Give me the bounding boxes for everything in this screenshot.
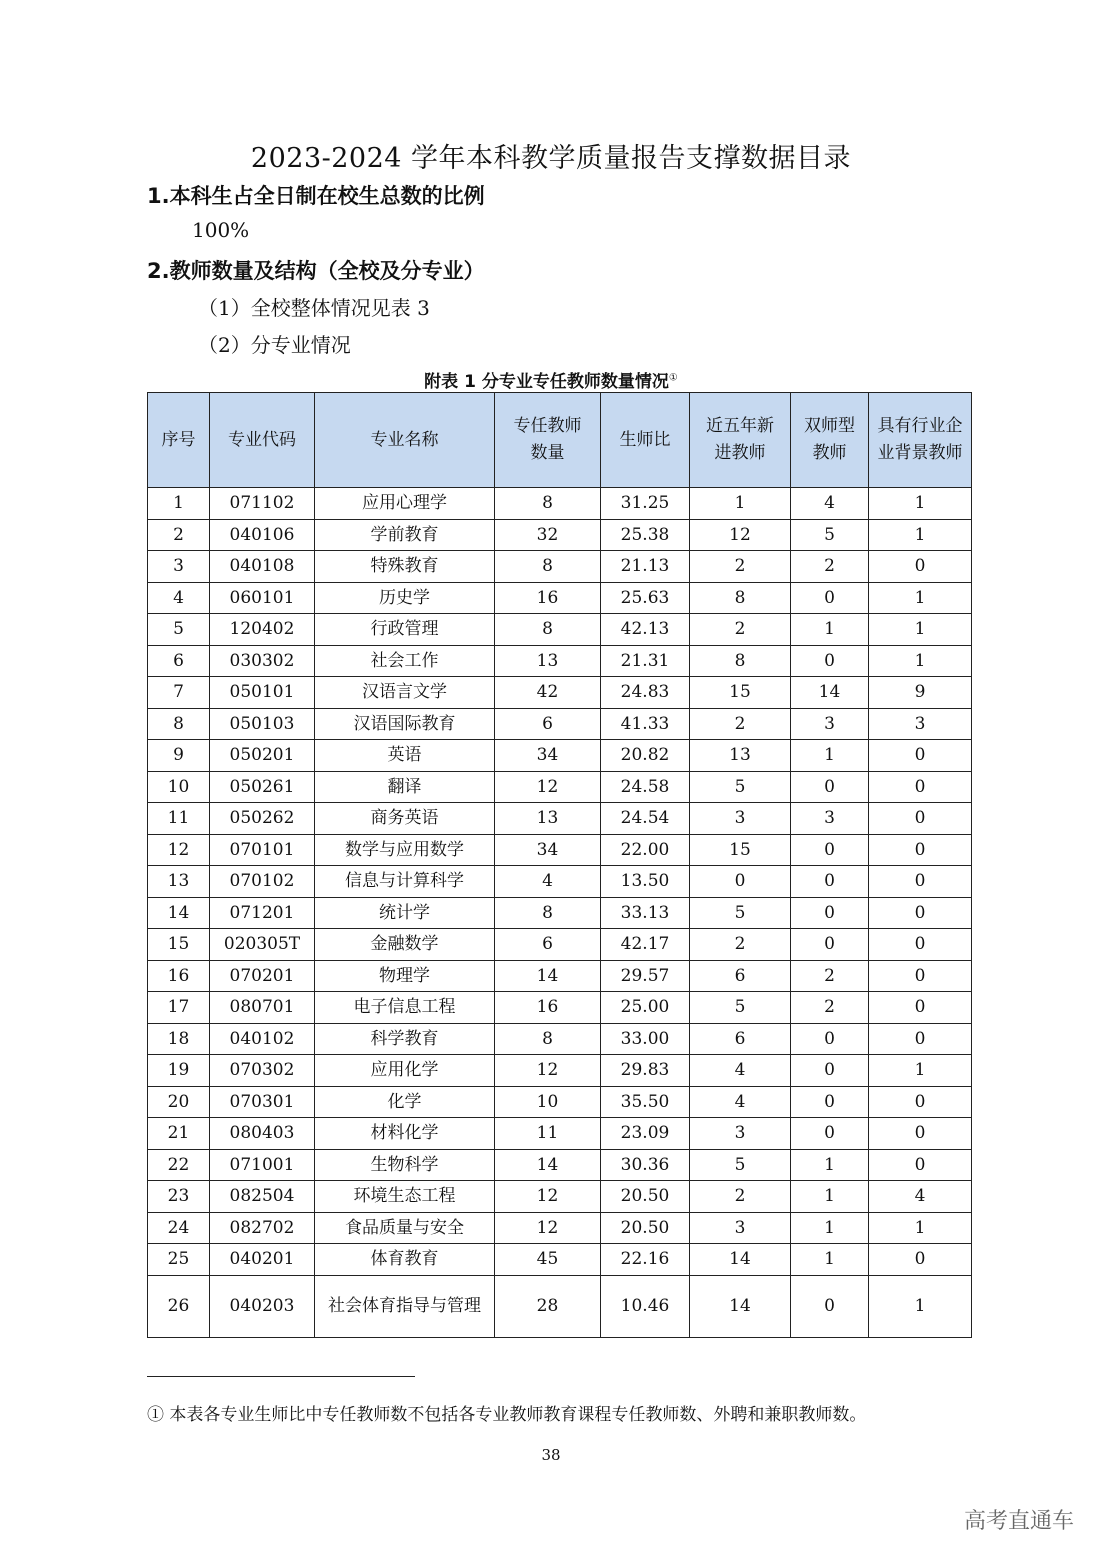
cell-teacher-count: 8 [495,488,601,520]
cell-code: 071102 [210,488,315,520]
table-row [148,866,972,898]
cell-code: 050103 [210,708,315,740]
cell-industry-teachers: 1 [869,1055,972,1087]
cell-teacher-count: 13 [495,645,601,677]
cell-name: 社会体育指导与管理 [315,1275,495,1337]
cell-new-teachers: 2 [690,929,791,961]
cell-dual-teachers: 4 [791,488,869,520]
table-row [148,677,972,709]
cell-code: 050261 [210,771,315,803]
cell-dual-teachers: 0 [791,645,869,677]
cell-name: 应用化学 [315,1055,495,1087]
cell-new-teachers: 5 [690,992,791,1024]
cell-seq: 4 [148,582,210,614]
cell-ratio: 20.82 [601,740,690,772]
cell-code: 082702 [210,1212,315,1244]
section-1-heading: 1.本科生占全日制在校生总数的比例 [147,184,485,208]
cell-teacher-count: 8 [495,614,601,646]
cell-new-teachers: 4 [690,1086,791,1118]
cell-industry-teachers: 1 [869,488,972,520]
cell-seq: 22 [148,1149,210,1181]
cell-teacher-count: 42 [495,677,601,709]
table-row [148,803,972,835]
cell-industry-teachers: 3 [869,708,972,740]
cell-industry-teachers: 0 [869,929,972,961]
cell-name: 生物科学 [315,1149,495,1181]
cell-seq: 6 [148,645,210,677]
cell-teacher-count: 8 [495,897,601,929]
table-row [148,1118,972,1150]
table-row [148,1149,972,1181]
cell-name: 学前教育 [315,519,495,551]
cell-code: 040102 [210,1023,315,1055]
cell-teacher-count: 8 [495,551,601,583]
table-row [148,519,972,551]
table-row [148,1023,972,1055]
cell-industry-teachers: 0 [869,834,972,866]
cell-dual-teachers: 1 [791,1212,869,1244]
cell-ratio: 41.33 [601,708,690,740]
table-row [148,929,972,961]
cell-industry-teachers: 1 [869,519,972,551]
cell-dual-teachers: 1 [791,1181,869,1213]
cell-industry-teachers: 0 [869,771,972,803]
cell-new-teachers: 2 [690,551,791,583]
cell-ratio: 21.31 [601,645,690,677]
cell-seq: 10 [148,771,210,803]
footnote-divider [147,1376,415,1377]
cell-seq: 21 [148,1118,210,1150]
cell-code: 070301 [210,1086,315,1118]
cell-dual-teachers: 2 [791,992,869,1024]
cell-teacher-count: 11 [495,1118,601,1150]
cell-teacher-count: 12 [495,1212,601,1244]
cell-new-teachers: 0 [690,866,791,898]
table-row [148,1275,972,1337]
table-caption-note-mark: ① [668,372,678,384]
cell-ratio: 25.63 [601,582,690,614]
section-2-item-1: （1）全校整体情况见表 3 [198,296,430,320]
table-caption-text: 附表 1 分专业专任教师数量情况 [424,372,669,392]
cell-ratio: 24.58 [601,771,690,803]
cell-name: 翻译 [315,771,495,803]
cell-ratio: 24.54 [601,803,690,835]
cell-new-teachers: 2 [690,614,791,646]
cell-dual-teachers: 0 [791,929,869,961]
page-number: 38 [541,1446,561,1464]
cell-name: 科学教育 [315,1023,495,1055]
cell-teacher-count: 10 [495,1086,601,1118]
table-body [148,488,972,1338]
cell-dual-teachers: 3 [791,803,869,835]
table-row [148,1055,972,1087]
cell-code: 060101 [210,582,315,614]
cell-teacher-count: 6 [495,929,601,961]
cell-industry-teachers: 1 [869,1275,972,1337]
cell-dual-teachers: 0 [791,866,869,898]
cell-name: 历史学 [315,582,495,614]
cell-dual-teachers: 1 [791,1244,869,1276]
document-title: 2023-2024 学年本科教学质量报告支撑数据目录 [250,143,852,174]
cell-name: 金融数学 [315,929,495,961]
cell-name: 电子信息工程 [315,992,495,1024]
cell-teacher-count: 8 [495,1023,601,1055]
cell-dual-teachers: 1 [791,740,869,772]
table-row [148,1212,972,1244]
cell-ratio: 24.83 [601,677,690,709]
header-teacher-count: 专任教师数量 [495,393,601,488]
cell-teacher-count: 16 [495,992,601,1024]
watermark: 高考直通车 [963,1509,1074,1534]
cell-industry-teachers: 9 [869,677,972,709]
table-row [148,897,972,929]
cell-dual-teachers: 0 [791,1275,869,1337]
cell-seq: 11 [148,803,210,835]
cell-seq: 16 [148,960,210,992]
cell-new-teachers: 6 [690,1023,791,1055]
table-row [148,551,972,583]
cell-industry-teachers: 0 [869,1023,972,1055]
cell-dual-teachers: 0 [791,1023,869,1055]
cell-code: 050201 [210,740,315,772]
cell-new-teachers: 1 [690,488,791,520]
cell-dual-teachers: 1 [791,614,869,646]
cell-code: 050101 [210,677,315,709]
cell-teacher-count: 45 [495,1244,601,1276]
cell-ratio: 33.00 [601,1023,690,1055]
cell-dual-teachers: 2 [791,551,869,583]
cell-new-teachers: 8 [690,645,791,677]
cell-dual-teachers: 5 [791,519,869,551]
cell-code: 071201 [210,897,315,929]
header-new-teachers: 近五年新进教师 [690,393,791,488]
cell-seq: 13 [148,866,210,898]
cell-teacher-count: 14 [495,960,601,992]
cell-ratio: 33.13 [601,897,690,929]
cell-name: 特殊教育 [315,551,495,583]
cell-dual-teachers: 0 [791,1118,869,1150]
cell-ratio: 42.13 [601,614,690,646]
cell-teacher-count: 16 [495,582,601,614]
cell-new-teachers: 15 [690,677,791,709]
cell-code: 070201 [210,960,315,992]
cell-dual-teachers: 14 [791,677,869,709]
cell-name: 汉语言文学 [315,677,495,709]
cell-industry-teachers: 0 [869,1244,972,1276]
table-row [148,834,972,866]
header-industry-teachers: 具有行业企业背景教师 [869,393,972,488]
cell-industry-teachers: 0 [869,740,972,772]
cell-seq: 1 [148,488,210,520]
cell-name: 汉语国际教育 [315,708,495,740]
cell-new-teachers: 3 [690,1118,791,1150]
cell-code: 070102 [210,866,315,898]
cell-new-teachers: 13 [690,740,791,772]
cell-dual-teachers: 0 [791,771,869,803]
cell-code: 030302 [210,645,315,677]
cell-seq: 12 [148,834,210,866]
table-row [148,771,972,803]
footnote: ① 本表各专业生师比中专任教师数不包括各专业教师教育课程专任教师数、外聘和兼职教师数。 [147,1405,867,1425]
cell-industry-teachers: 0 [869,866,972,898]
cell-ratio: 31.25 [601,488,690,520]
cell-industry-teachers: 1 [869,582,972,614]
section-1-value: 100% [192,218,250,242]
cell-name: 商务英语 [315,803,495,835]
cell-ratio: 29.57 [601,960,690,992]
cell-ratio: 42.17 [601,929,690,961]
table-header-row [148,393,972,488]
cell-new-teachers: 14 [690,1244,791,1276]
table-row [148,488,972,520]
cell-new-teachers: 4 [690,1055,791,1087]
cell-ratio: 29.83 [601,1055,690,1087]
cell-ratio: 20.50 [601,1181,690,1213]
header-seq: 序号 [148,393,210,488]
table-row [148,992,972,1024]
cell-new-teachers: 2 [690,1181,791,1213]
section-2-heading: 2.教师数量及结构（全校及分专业） [147,259,485,283]
cell-code: 040203 [210,1275,315,1337]
cell-seq: 26 [148,1275,210,1337]
cell-new-teachers: 5 [690,771,791,803]
cell-teacher-count: 32 [495,519,601,551]
cell-teacher-count: 34 [495,834,601,866]
cell-industry-teachers: 0 [869,960,972,992]
table-row [148,740,972,772]
cell-ratio: 21.13 [601,551,690,583]
cell-seq: 17 [148,992,210,1024]
header-name: 专业名称 [315,393,495,488]
cell-industry-teachers: 4 [869,1181,972,1213]
cell-ratio: 22.16 [601,1244,690,1276]
cell-seq: 7 [148,677,210,709]
table-row [148,1244,972,1276]
cell-code: 071001 [210,1149,315,1181]
cell-dual-teachers: 0 [791,834,869,866]
cell-code: 082504 [210,1181,315,1213]
cell-new-teachers: 3 [690,1212,791,1244]
cell-name: 应用心理学 [315,488,495,520]
cell-ratio: 30.36 [601,1149,690,1181]
cell-code: 070302 [210,1055,315,1087]
cell-new-teachers: 14 [690,1275,791,1337]
cell-code: 040108 [210,551,315,583]
cell-industry-teachers: 1 [869,645,972,677]
cell-name: 体育教育 [315,1244,495,1276]
cell-dual-teachers: 0 [791,1055,869,1087]
table-row [148,582,972,614]
cell-new-teachers: 12 [690,519,791,551]
table-row [148,645,972,677]
table-row [148,614,972,646]
cell-new-teachers: 6 [690,960,791,992]
header-dual-teachers: 双师型教师 [791,393,869,488]
cell-industry-teachers: 0 [869,992,972,1024]
cell-industry-teachers: 0 [869,1086,972,1118]
cell-seq: 19 [148,1055,210,1087]
cell-teacher-count: 6 [495,708,601,740]
cell-name: 环境生态工程 [315,1181,495,1213]
cell-teacher-count: 12 [495,1181,601,1213]
cell-name: 社会工作 [315,645,495,677]
cell-name: 材料化学 [315,1118,495,1150]
cell-new-teachers: 3 [690,803,791,835]
cell-industry-teachers: 0 [869,1149,972,1181]
cell-teacher-count: 14 [495,1149,601,1181]
table-row [148,1086,972,1118]
header-ratio: 生师比 [601,393,690,488]
cell-seq: 15 [148,929,210,961]
cell-seq: 3 [148,551,210,583]
cell-dual-teachers: 0 [791,582,869,614]
cell-seq: 2 [148,519,210,551]
cell-code: 040106 [210,519,315,551]
cell-dual-teachers: 2 [791,960,869,992]
cell-teacher-count: 28 [495,1275,601,1337]
cell-dual-teachers: 0 [791,1086,869,1118]
cell-ratio: 13.50 [601,866,690,898]
cell-ratio: 25.38 [601,519,690,551]
cell-seq: 9 [148,740,210,772]
cell-seq: 20 [148,1086,210,1118]
cell-seq: 24 [148,1212,210,1244]
table-row [148,708,972,740]
cell-code: 040201 [210,1244,315,1276]
cell-code: 020305T [210,929,315,961]
table-row [148,960,972,992]
section-2-item-2: （2）分专业情况 [198,333,351,357]
cell-teacher-count: 12 [495,771,601,803]
cell-industry-teachers: 1 [869,614,972,646]
cell-name: 数学与应用数学 [315,834,495,866]
cell-seq: 25 [148,1244,210,1276]
cell-seq: 23 [148,1181,210,1213]
cell-name: 英语 [315,740,495,772]
cell-name: 信息与计算科学 [315,866,495,898]
cell-name: 化学 [315,1086,495,1118]
cell-dual-teachers: 0 [791,897,869,929]
cell-seq: 5 [148,614,210,646]
cell-name: 食品质量与安全 [315,1212,495,1244]
cell-ratio: 23.09 [601,1118,690,1150]
cell-name: 统计学 [315,897,495,929]
cell-new-teachers: 15 [690,834,791,866]
cell-teacher-count: 13 [495,803,601,835]
cell-name: 行政管理 [315,614,495,646]
cell-teacher-count: 34 [495,740,601,772]
cell-code: 120402 [210,614,315,646]
cell-new-teachers: 5 [690,897,791,929]
cell-name: 物理学 [315,960,495,992]
teacher-table [147,392,972,1338]
cell-seq: 14 [148,897,210,929]
cell-code: 070101 [210,834,315,866]
cell-code: 050262 [210,803,315,835]
cell-ratio: 35.50 [601,1086,690,1118]
cell-teacher-count: 12 [495,1055,601,1087]
table-caption [0,367,1102,392]
cell-ratio: 25.00 [601,992,690,1024]
cell-dual-teachers: 3 [791,708,869,740]
table-row [148,1181,972,1213]
cell-industry-teachers: 0 [869,551,972,583]
cell-new-teachers: 5 [690,1149,791,1181]
cell-code: 080701 [210,992,315,1024]
cell-industry-teachers: 0 [869,1118,972,1150]
cell-industry-teachers: 1 [869,1212,972,1244]
header-code: 专业代码 [210,393,315,488]
cell-code: 080403 [210,1118,315,1150]
cell-dual-teachers: 1 [791,1149,869,1181]
cell-industry-teachers: 0 [869,803,972,835]
cell-ratio: 10.46 [601,1275,690,1337]
cell-seq: 8 [148,708,210,740]
cell-new-teachers: 8 [690,582,791,614]
cell-seq: 18 [148,1023,210,1055]
cell-teacher-count: 4 [495,866,601,898]
cell-industry-teachers: 0 [869,897,972,929]
cell-ratio: 22.00 [601,834,690,866]
cell-ratio: 20.50 [601,1212,690,1244]
cell-new-teachers: 2 [690,708,791,740]
